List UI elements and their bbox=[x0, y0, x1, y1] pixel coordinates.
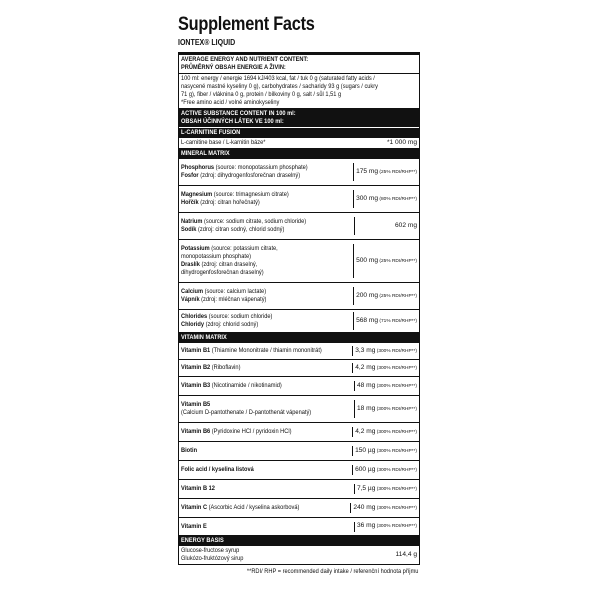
average-heading bbox=[179, 55, 419, 74]
average-content bbox=[179, 74, 419, 109]
label-title: Supplement Facts bbox=[178, 14, 315, 35]
mineral-amount: 200 mg bbox=[356, 291, 379, 299]
mineral-name: Natrium bbox=[181, 218, 203, 225]
active-heading-cz: OBSAH ÚČINNÝCH LÁTEK VE 100 ml: bbox=[181, 118, 284, 125]
vitamin-rdi: (300% RDI/RHP**) bbox=[375, 448, 417, 454]
vitamin-rdi: (300% RDI/RHP**) bbox=[375, 467, 417, 473]
vitamin-row bbox=[179, 396, 419, 423]
mineral-row-chlorides bbox=[179, 310, 419, 333]
mineral-rdi: (71% RDI/RHP**) bbox=[378, 318, 417, 324]
mineral-name: Potassium bbox=[181, 245, 210, 252]
mineral-name-cz: Hořčík bbox=[181, 199, 199, 206]
vitamin-name: Vitamin B6 bbox=[181, 428, 211, 435]
vitamin-amount: 4,2 mg bbox=[355, 363, 376, 371]
mineral-source: (source: trimagnesium citrate) bbox=[212, 191, 289, 198]
vitamin-name: Vitamin B3 bbox=[181, 382, 211, 389]
energy-name: Glucose-fructose syrup bbox=[181, 547, 240, 554]
product-name: IONTEX® LIQUID bbox=[178, 38, 236, 47]
mineral-amount: 500 mg bbox=[356, 256, 379, 264]
vitamin-source: (Thiamine Mononitrate / thiamin mononitrát) bbox=[210, 347, 322, 354]
vitamin-name: Biotin bbox=[181, 447, 198, 454]
vitamin-amount: 150 µg bbox=[355, 446, 376, 454]
vitamin-row bbox=[179, 518, 419, 536]
vitamin-row bbox=[179, 480, 419, 499]
rdi-footnote-text: **RDI/ RHP = recommended daily intake / referenční hodnota příjmu bbox=[246, 568, 418, 575]
vitamin-amount: 600 µg bbox=[355, 465, 376, 473]
vitamin-name: Vitamin B2 bbox=[181, 364, 211, 371]
mineral-rdi: (80% RDI/RHP**) bbox=[378, 196, 417, 202]
energy-row bbox=[179, 546, 419, 564]
mineral-source: (source: calcium lactate) bbox=[203, 288, 267, 295]
mineral-name: Calcium bbox=[181, 288, 204, 295]
vitamin-rdi: (300% RDI/RHP**) bbox=[375, 505, 417, 511]
vitamin-amount: 18 mg bbox=[357, 404, 376, 412]
average-footnote: *Free amino acid / volné aminokyseliny bbox=[181, 99, 280, 106]
vitamin-name: Folic acid / kyselina listová bbox=[181, 466, 254, 473]
mineral-row-calcium bbox=[179, 283, 419, 310]
mineral-source-cont: monopotassium phosphate) bbox=[181, 253, 251, 260]
carnitine-name: L-carnitine base / L-karnitin báze* bbox=[181, 139, 266, 146]
vitamin-row bbox=[179, 360, 419, 377]
vitamin-name: Vitamin E bbox=[181, 522, 207, 530]
vitamin-row bbox=[179, 343, 419, 360]
vitamin-rdi: (300% RDI/RHP**) bbox=[375, 365, 417, 371]
section-energy bbox=[179, 536, 419, 546]
mineral-source-cz: (zdroj: dihydrogenfosforečnan draselný) bbox=[198, 172, 301, 179]
vitamin-rdi: (300% RDI/RHP**) bbox=[375, 524, 417, 529]
mineral-row-natrium bbox=[179, 213, 419, 240]
mineral-name-cz: Sodík bbox=[181, 226, 197, 233]
average-heading-cz: PRŮMĚRNÝ OBSAH ENERGIE A ŽIVIN: bbox=[181, 64, 286, 71]
vitamin-amount: 36 mg bbox=[357, 522, 376, 529]
mineral-source: (source: monopotassium phosphate) bbox=[214, 164, 308, 171]
mineral-source-cz: (zdroj: citran sodný, chlorid sodný) bbox=[196, 226, 285, 233]
mineral-name: Chlorides bbox=[181, 313, 208, 320]
vitamin-rdi: (300% RDI/RHP**) bbox=[375, 406, 417, 412]
mineral-amount: 175 mg bbox=[356, 167, 379, 175]
average-line: 71 g), fiber / vláknina 0 g, protein / bílkoviny 0 g, salt / sůl 1,51 g bbox=[181, 91, 342, 98]
vitamin-source: (Ascorbic Acid / kyselina askorbová) bbox=[207, 504, 300, 511]
vitamin-name: Vitamin B 12 bbox=[181, 485, 215, 492]
section-mineral-label: MINERAL MATRIX bbox=[181, 150, 230, 157]
active-heading-en: ACTIVE SUBSTANCE CONTENT IN 100 ml: bbox=[181, 110, 296, 117]
vitamin-amount: 4,2 mg bbox=[355, 427, 376, 435]
facts-table bbox=[178, 55, 420, 565]
mineral-name-cz: Fosfor bbox=[181, 172, 199, 179]
mineral-row-magnesium bbox=[179, 186, 419, 213]
mineral-source-cz: (zdroj: mléčnan vápenatý) bbox=[199, 296, 267, 303]
vitamin-rdi: (300% RDI/RHP**) bbox=[375, 429, 417, 435]
section-energy-label: ENERGY BASIS bbox=[181, 537, 224, 544]
vitamin-source: (Riboflavin) bbox=[210, 364, 241, 371]
vitamin-name: Vitamin B5 bbox=[181, 401, 211, 408]
vitamin-amount: 7,5 µg bbox=[356, 484, 376, 492]
mineral-row-potassium bbox=[179, 240, 419, 283]
vitamin-row bbox=[179, 461, 419, 480]
average-line: 100 ml: energy / energie 1694 kJ/403 kcal, fat / tuk 0 g (saturated fatty acids / bbox=[181, 75, 375, 82]
carnitine-row bbox=[179, 138, 419, 149]
vitamin-row bbox=[179, 499, 419, 518]
vitamin-rdi: (300% RDI/RHP**) bbox=[375, 383, 417, 389]
vitamin-rdi: (300% RDI/RHP**) bbox=[375, 486, 417, 492]
section-vitamin-label: VITAMIN MATRIX bbox=[181, 334, 227, 341]
active-heading bbox=[179, 109, 419, 128]
section-carnitine-label: L-CARNITINE FUSION bbox=[181, 129, 241, 136]
vitamin-name: Vitamin B1 bbox=[181, 347, 211, 354]
average-line: nasycené mastné kyseliny 0 g), carbohydrates / sacharidy 93 g (sugars / cukry bbox=[181, 83, 378, 90]
vitamin-amount: 240 mg bbox=[353, 503, 376, 511]
mineral-source-cz: (zdroj: citran draselný, bbox=[199, 261, 258, 268]
carnitine-amount: *1 000 mg bbox=[386, 139, 417, 146]
supplement-facts-label bbox=[178, 0, 420, 575]
vitamin-source: (Calcium D-pantothenate / D-pantothenát vápenatý) bbox=[181, 409, 312, 416]
mineral-source-cz: (zdroj: citran hořečnatý) bbox=[198, 199, 260, 206]
mineral-amount: 568 mg bbox=[356, 316, 379, 324]
section-mineral bbox=[179, 149, 419, 159]
mineral-source-cz-cont: dihydrogenfosforečnan draselný) bbox=[181, 269, 264, 276]
section-vitamin bbox=[179, 333, 419, 343]
vitamin-source: (Nicotinamide / nikotinamid) bbox=[210, 382, 282, 389]
vitamin-source: (Pyridoxine HCl / pyridoxin HCl) bbox=[210, 428, 292, 435]
mineral-rdi: (25% RDI/RHP**) bbox=[378, 258, 417, 264]
mineral-name-cz: Draslík bbox=[181, 261, 200, 268]
energy-amount: 114,4 g bbox=[395, 551, 417, 558]
mineral-source: (source: sodium citrate, sodium chloride) bbox=[202, 218, 307, 225]
mineral-name-cz: Vápník bbox=[181, 296, 200, 303]
mineral-rdi: (25% RDI/RHP**) bbox=[378, 169, 417, 175]
mineral-row-phosphorus bbox=[179, 159, 419, 186]
mineral-name-cz: Chloridy bbox=[181, 321, 205, 328]
vitamin-row bbox=[179, 442, 419, 461]
mineral-source: (source: potassium citrate, bbox=[209, 245, 278, 252]
average-heading-en: AVERAGE ENERGY AND NUTRIENT CONTENT: bbox=[181, 56, 309, 63]
vitamin-name: Vitamin C bbox=[181, 504, 208, 511]
mineral-name: Phosphorus bbox=[181, 164, 215, 171]
mineral-amount: 300 mg bbox=[356, 194, 379, 202]
vitamin-row bbox=[179, 377, 419, 396]
vitamin-rdi: (300% RDI/RHP**) bbox=[375, 348, 417, 354]
vitamin-amount: 48 mg bbox=[357, 381, 376, 389]
section-carnitine bbox=[179, 128, 419, 138]
rdi-footnote bbox=[178, 568, 420, 575]
energy-name-cz: Glukózo-fruktózový sirup bbox=[181, 555, 244, 562]
mineral-rdi: (25% RDI/RHP**) bbox=[378, 293, 417, 299]
mineral-source: (source: sodium chloride) bbox=[207, 313, 273, 320]
mineral-amount: 602 mg bbox=[395, 221, 417, 229]
vitamin-amount: 3,3 mg bbox=[355, 346, 376, 354]
mineral-name: Magnesium bbox=[181, 191, 213, 198]
vitamin-row bbox=[179, 423, 419, 442]
mineral-source-cz: (zdroj: chlorid sodný) bbox=[204, 321, 259, 328]
